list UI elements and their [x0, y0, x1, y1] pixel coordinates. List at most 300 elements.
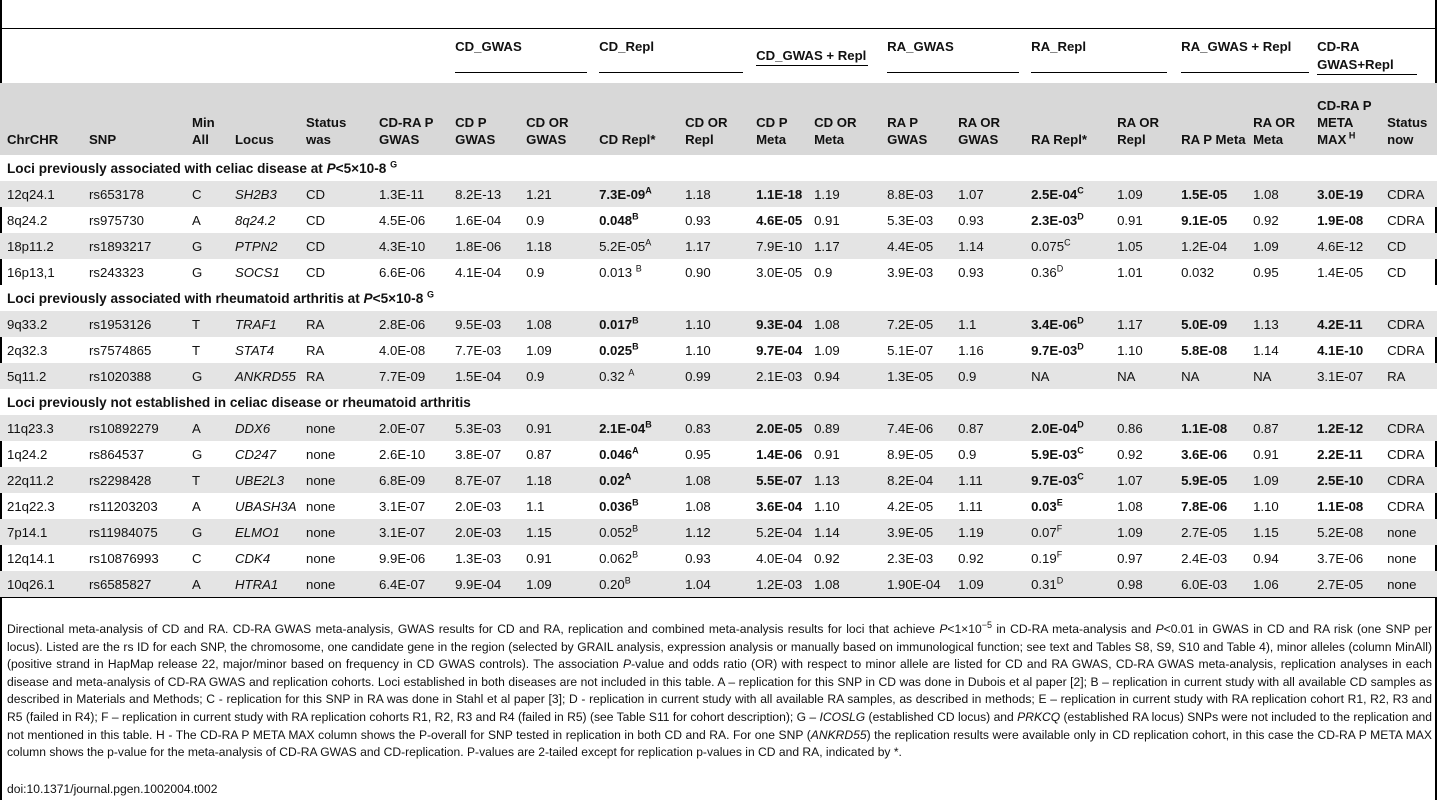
- table-cell: $2.1E-04^B$: [592, 415, 678, 441]
- table-cell: CDK4: [235, 550, 271, 566]
- table-cell: 9.9E-04: [448, 571, 519, 598]
- table-cell: 5q11.2: [0, 363, 82, 389]
- table-cell: 1.18: [678, 181, 749, 207]
- table-cell: 0.97: [1117, 550, 1143, 566]
- table-cell: none: [299, 467, 372, 493]
- column-header: RA Repl*: [1024, 83, 1110, 155]
- table-row: [0, 441, 1437, 467]
- table-cell: 1.10: [678, 311, 749, 337]
- table-cell: 1.08: [685, 498, 711, 514]
- table-cell: 1.09: [951, 571, 1024, 598]
- table-cell: PTPN2: [228, 233, 299, 259]
- table-cell: CDRA: [1380, 467, 1437, 493]
- table-cell: CDRA: [1387, 212, 1425, 228]
- table-row: [0, 545, 1437, 571]
- table-cell: $7.3E-09^A$: [592, 181, 678, 207]
- table-cell: 1.17: [678, 233, 749, 259]
- table-caption: Directional meta-analysis of CD and RA. CD-RA GWAS meta-analysis, GWAS results for CD and RA, replication and combined meta-analysis results for loci that achieve $P<1\times 10^{-5}$ in CD-RA meta-analysis and P<0.01 in GWAS in CD and RA risk (one SNP per locus). Listed are the rs ID for each SNP, the chromosome, one candidate gene in the region (selected by GRAIL analysis, expression analysis or manually based on immunological function; see text and Tables S8, S9, S10 and Table 4), minor alleles (column MinAll) (positive strand in HapMap release 22, major/minor based on frequency in CD GWAS controls). The association P-value and odds ratio (OR) with respect to minor allele are listed for CD and RA GWAS, CD-RA GWAS meta-analysis, replication analyses in each disease and meta-analysis of CD-RA GWAS and replication cohorts. Loci established in both diseases are not included in this table. A – replication for this SNP in CD was done in Dubois et al paper [2]; B – replication in current study with all available CD samples as described in Materials and Methods; C - replication for this SNP in RA was done in Stahl et al paper [3]; D - replication in current study with all available RA samples, as described in methods; E – replication in current study with RA replication cohort R1, R2, R3 and R5 (failed in R4); F – replication in current study with RA replication cohorts R1, R2, R3 and R4 (failed in R5) (see Table S11 for cohort description); G – ICOSLG (established CD locus) and PRKCQ (established RA locus) SNPs were not included to the replication and not mentioned in this table. H - The CD-RA P META MAX column shows the P-overall for SNP tested in replication in both CD and RA. For one SNP (ANKRD55) the replication results were available only in CD replication cohort, in this case the CD-RA P META MAX column shows the p-value for the meta-analysis of CD-RA GWAS and CD-replication. P-values are 2-tailed except for replication p-values in CD and RA, indicated by *.: [7, 619, 1433, 760]
- table-cell: 5.9E-05: [1174, 467, 1246, 493]
- table-cell: C: [185, 181, 228, 207]
- table-cell: 1.4E-05: [1317, 264, 1364, 280]
- table-cell: 0.9: [526, 212, 545, 228]
- table-cell: 21q22.3: [7, 498, 55, 514]
- table-cell: rs11203203: [89, 498, 158, 514]
- table-cell: G: [192, 446, 203, 462]
- table-cell: rs243323: [89, 264, 144, 280]
- table-cell: 3.1E-07: [379, 498, 426, 514]
- table-cell: 2.7E-05: [1310, 571, 1380, 598]
- table-cell: rs1020388: [82, 363, 185, 389]
- table-cell: 16p13,1: [7, 264, 55, 280]
- table-cell: 9.7E-04: [756, 342, 803, 358]
- table-cell: 1.5E-05: [1174, 181, 1246, 207]
- column-header: CD P GWAS: [448, 83, 519, 155]
- table-cell: G: [192, 264, 203, 280]
- table-cell: SH2B3: [228, 181, 299, 207]
- table-cell: 0.93: [685, 212, 711, 228]
- table-cell: 4.0E-04: [756, 550, 803, 566]
- table-cell: $0.20^B$: [592, 571, 678, 598]
- table-cell: 5.2E-04: [749, 519, 807, 545]
- table-cell: NA: [1110, 363, 1174, 389]
- table-cell: none: [299, 415, 372, 441]
- table-cell: 5.3E-03: [448, 415, 519, 441]
- table-cell: 1.1: [526, 498, 545, 514]
- table-cell: T: [185, 467, 228, 493]
- group-ra-gwas-repl: RA_GWAS + Repl: [1181, 39, 1309, 73]
- table-cell: 7p14.1: [0, 519, 82, 545]
- column-header: CD Repl*: [592, 83, 678, 155]
- table-cell: $0.046^A$: [599, 445, 639, 462]
- table-cell: 0.93: [958, 212, 984, 228]
- table-cell: CD: [299, 233, 372, 259]
- column-header: RA P Meta: [1174, 83, 1246, 155]
- table-cell: 10q26.1: [0, 571, 82, 598]
- section-title: Loci previously associated with celiac disease at P<5×10-8 $^G$: [0, 155, 1437, 181]
- table-cell: G: [185, 233, 228, 259]
- table-cell: 0.94: [807, 363, 880, 389]
- table-cell: $0.19^F$: [1031, 549, 1063, 566]
- table-cell: 5.3E-03: [887, 212, 934, 228]
- table-cell: 1.3E-05: [880, 363, 951, 389]
- table-row: [0, 571, 1437, 598]
- table-cell: 22q11.2: [0, 467, 82, 493]
- table-cell: ANKRD55: [228, 363, 299, 389]
- table-cell: 1.06: [1246, 571, 1310, 598]
- table-cell: 0.91: [526, 550, 552, 566]
- table-row: [0, 233, 1437, 259]
- table-cell: 1.13: [807, 467, 880, 493]
- table-cell: T: [185, 311, 228, 337]
- table-cell: none: [299, 571, 372, 598]
- table-cell: 4.1E-10: [1317, 342, 1364, 358]
- table-cell: 1.09: [526, 342, 552, 358]
- table-cell: 9q33.2: [0, 311, 82, 337]
- table-cell: 0.90: [685, 264, 711, 280]
- table-cell: 1.15: [1246, 519, 1310, 545]
- table-cell: 1.90E-04: [880, 571, 951, 598]
- table-body: [0, 155, 1437, 598]
- table-cell: 1.11: [951, 467, 1024, 493]
- table-cell: 0.013 $^B$: [599, 263, 642, 280]
- column-header: CD OR Repl: [678, 83, 749, 155]
- table-cell: 2.3E-03: [887, 550, 934, 566]
- table-cell: 1.1: [951, 311, 1024, 337]
- table-row: [0, 181, 1437, 207]
- table-cell: $0.075^C$: [1024, 233, 1110, 259]
- table-cell: 1.9E-08: [1317, 212, 1364, 228]
- table-cell: UBASH3A: [235, 498, 297, 514]
- table-cell: 1.10: [1117, 342, 1143, 358]
- table-cell: 1.1E-08: [1174, 415, 1246, 441]
- table-cell: 9.3E-04: [749, 311, 807, 337]
- table-cell: 2q32.3: [7, 342, 48, 358]
- table-cell: ELMO1: [228, 519, 299, 545]
- group-ra-repl: RA_Repl: [1031, 39, 1167, 73]
- table-cell: 9.9E-06: [379, 550, 426, 566]
- table-cell: 6.4E-07: [372, 571, 448, 598]
- table-cell: 0.89: [807, 415, 880, 441]
- table-cell: 1.19: [807, 181, 880, 207]
- table-row: [0, 467, 1437, 493]
- column-header: Locus: [228, 83, 299, 155]
- table-cell: 1.18: [519, 233, 592, 259]
- table-cell: 5.2E-08: [1310, 519, 1380, 545]
- table-cell: $0.052^B$: [592, 519, 678, 545]
- table-cell: 8.2E-04: [880, 467, 951, 493]
- table-cell: 7.7E-09: [372, 363, 448, 389]
- column-header: CD P Meta: [749, 83, 807, 155]
- table-cell: T: [192, 342, 201, 358]
- table-cell: rs2298428: [82, 467, 185, 493]
- table-cell: A: [185, 415, 228, 441]
- table-cell: 12q24.1: [0, 181, 82, 207]
- table-cell: 3.7E-06: [1317, 550, 1364, 566]
- table-cell: 4.6E-12: [1310, 233, 1380, 259]
- table-cell: 3.0E-05: [756, 264, 803, 280]
- table-cell: C: [192, 550, 202, 566]
- table-cell: 4.2E-11: [1310, 311, 1380, 337]
- table-cell: 8.8E-03: [880, 181, 951, 207]
- table-cell: 1.07: [951, 181, 1024, 207]
- table-cell: 0.032: [1181, 264, 1215, 280]
- table-cell: $0.36^D$: [1031, 263, 1064, 280]
- table-cell: A: [185, 571, 228, 598]
- section-title: Loci previously not established in celiac disease or rheumatoid arthritis: [0, 389, 1437, 415]
- table-cell: 0.87: [951, 415, 1024, 441]
- table-cell: 1.15: [519, 519, 592, 545]
- table-cell: CD: [306, 264, 326, 280]
- table-cell: $9.7E-03^D$: [1031, 341, 1084, 358]
- column-header-row: [0, 83, 1437, 155]
- table-cell: 0.91: [1117, 212, 1143, 228]
- table-cell: 1.18: [519, 467, 592, 493]
- column-header: RA P GWAS: [880, 83, 951, 155]
- table-cell: $2.0E-04^D$: [1024, 415, 1110, 441]
- table-cell: 1.4E-06: [756, 446, 803, 462]
- column-header: ChrCHR: [0, 83, 82, 155]
- table-cell: 2.1E-03: [749, 363, 807, 389]
- table-cell: 3.6E-04: [756, 498, 803, 514]
- table-cell: 2.0E-05: [749, 415, 807, 441]
- table-cell: $0.036^B$: [599, 497, 639, 514]
- table-cell: 4.2E-05: [887, 498, 934, 514]
- table-cell: 1.12: [678, 519, 749, 545]
- group-header-row: [0, 29, 1437, 84]
- table-row: [0, 259, 1437, 285]
- table-cell: $0.02^A$: [592, 467, 678, 493]
- table-cell: 3.9E-03: [887, 264, 934, 280]
- table-cell: 1.5E-04: [448, 363, 519, 389]
- table-cell: none: [1387, 550, 1417, 566]
- table-cell: 3.8E-07: [455, 446, 502, 462]
- table-cell: 0.91: [814, 446, 840, 462]
- table-cell: 0.91: [519, 415, 592, 441]
- table-cell: none: [1380, 519, 1437, 545]
- table-cell: 7.2E-05: [880, 311, 951, 337]
- table-cell: $0.048^B$: [599, 211, 639, 228]
- table-cell: rs7574865: [89, 342, 152, 358]
- table-cell: CD: [1387, 264, 1407, 280]
- table-cell: CDRA: [1387, 498, 1425, 514]
- table-row: [0, 415, 1437, 441]
- table-cell: $0.31^D$: [1024, 571, 1110, 598]
- table-cell: $0.03^E$: [1031, 497, 1063, 514]
- table-cell: 1.05: [1110, 233, 1174, 259]
- table-cell: 4.1E-04: [455, 264, 502, 280]
- table-cell: 9.1E-05: [1181, 212, 1228, 228]
- table-cell: none: [306, 498, 336, 514]
- table-cell: $0.062^B$: [599, 549, 639, 566]
- table-cell: RA: [1380, 363, 1437, 389]
- table-cell: none: [306, 550, 336, 566]
- table-cell: rs975730: [89, 212, 144, 228]
- section-title: Loci previously associated with rheumatoid arthritis at P<5×10-8 $^G$: [0, 285, 1437, 311]
- table-cell: CDRA: [1387, 342, 1425, 358]
- table-cell: $0.025^B$: [599, 341, 639, 358]
- table-cell: 7.8E-06: [1181, 498, 1228, 514]
- column-header: CD-RA P META MAX $^H$: [1310, 83, 1380, 155]
- table-cell: none: [1380, 571, 1437, 598]
- table-cell: 1.09: [1246, 467, 1310, 493]
- results-table: [0, 28, 1437, 598]
- table-cell: 0.92: [958, 550, 984, 566]
- table-cell: 1.08: [1246, 181, 1310, 207]
- table-cell: NA: [1246, 363, 1310, 389]
- table-cell: 5.5E-07: [749, 467, 807, 493]
- table-cell: 0.32 $^A$: [592, 363, 678, 389]
- table-cell: 2.4E-03: [1181, 550, 1228, 566]
- table-cell: 7.7E-03: [455, 342, 502, 358]
- table-cell: 2.0E-03: [448, 519, 519, 545]
- table-cell: 1.2E-12: [1310, 415, 1380, 441]
- table-cell: 1.14: [951, 233, 1024, 259]
- table-cell: CDRA: [1380, 181, 1437, 207]
- table-cell: 0.9: [519, 363, 592, 389]
- table-cell: 2.7E-05: [1174, 519, 1246, 545]
- table-cell: 1.04: [678, 571, 749, 598]
- table-cell: rs10876993: [89, 550, 159, 566]
- table-cell: $3.4E-06^D$: [1024, 311, 1110, 337]
- table-cell: 7.9E-10: [749, 233, 807, 259]
- table-cell: 4.4E-05: [880, 233, 951, 259]
- table-cell: 8q24.2: [7, 212, 48, 228]
- table-cell: 5.8E-08: [1181, 342, 1228, 358]
- column-header: CD OR GWAS: [519, 83, 592, 155]
- group-cd-repl: CD_Repl: [599, 39, 743, 73]
- table-cell: 4.3E-10: [372, 233, 448, 259]
- table-cell: 0.9: [951, 363, 1024, 389]
- table-cell: 1.3E-11: [372, 181, 448, 207]
- table-cell: RA: [306, 342, 325, 358]
- table-cell: 1.11: [958, 498, 983, 514]
- section-header: [0, 155, 1437, 181]
- table-cell: 1.1E-18: [749, 181, 807, 207]
- table-cell: rs10892279: [82, 415, 185, 441]
- table-cell: 1.09: [1246, 233, 1310, 259]
- table-cell: 1.10: [685, 342, 711, 358]
- table-cell: $2.5E-04^C$: [1024, 181, 1110, 207]
- table-cell: RA: [299, 363, 372, 389]
- table-cell: 1.2E-04: [1174, 233, 1246, 259]
- section-header: [0, 285, 1437, 311]
- column-header: RA OR GWAS: [951, 83, 1024, 155]
- table-cell: SOCS1: [235, 264, 280, 280]
- table-cell: 0.87: [1246, 415, 1310, 441]
- table-cell: CD: [299, 181, 372, 207]
- table-cell: $0.07^F$: [1024, 519, 1110, 545]
- table-cell: 0.95: [685, 446, 711, 462]
- table-cell: 1q24.2: [7, 446, 48, 462]
- table-cell: DDX6: [228, 415, 299, 441]
- table-cell: 1.09: [1110, 181, 1174, 207]
- table-cell: rs653178: [82, 181, 185, 207]
- table-cell: rs1893217: [82, 233, 185, 259]
- table-cell: STAT4: [235, 342, 275, 358]
- table-cell: 3.0E-19: [1310, 181, 1380, 207]
- table-cell: 6.6E-06: [379, 264, 426, 280]
- table-cell: 1.16: [958, 342, 984, 358]
- column-header: Status now: [1380, 83, 1437, 155]
- table-cell: 0.99: [678, 363, 749, 389]
- table-cell: 8.7E-07: [448, 467, 519, 493]
- table-cell: 0.92: [1117, 446, 1143, 462]
- table-cell: 0.86: [1110, 415, 1174, 441]
- column-header: CD OR Meta: [807, 83, 880, 155]
- table-cell: 4.6E-05: [756, 212, 803, 228]
- table-cell: 1.09: [519, 571, 592, 598]
- doi: doi:10.1371/journal.pgen.1002004.t002: [7, 782, 218, 796]
- table-cell: 1.19: [951, 519, 1024, 545]
- table-cell: 6.0E-03: [1174, 571, 1246, 598]
- table-cell: NA: [1024, 363, 1110, 389]
- table-cell: 3.1E-07: [372, 519, 448, 545]
- table-cell: 18p11.2: [0, 233, 82, 259]
- table-row: [0, 519, 1437, 545]
- group-cdra-gwas-repl: CD-RA GWAS+Repl: [1317, 38, 1417, 75]
- table-cell: 4.0E-08: [379, 342, 426, 358]
- table-cell: 3.9E-05: [880, 519, 951, 545]
- table-cell: $5.2E-05^A$: [592, 233, 678, 259]
- table-cell: TRAF1: [228, 311, 299, 337]
- table-cell: $2.3E-03^D$: [1031, 211, 1084, 228]
- table-cell: 0.9: [526, 264, 545, 280]
- table-cell: 2.8E-06: [372, 311, 448, 337]
- table-cell: 11q23.3: [0, 415, 82, 441]
- table-cell: 1.08: [1117, 498, 1143, 514]
- table-cell: 5.1E-07: [887, 342, 934, 358]
- table-cell: CDRA: [1387, 446, 1425, 462]
- table-cell: $5.9E-03^C$: [1031, 445, 1084, 462]
- table-cell: 0.93: [958, 264, 984, 280]
- table-cell: 12q14.1: [7, 550, 55, 566]
- table-cell: 6.8E-09: [372, 467, 448, 493]
- group-ra-gwas: RA_GWAS: [887, 39, 1019, 73]
- group-cd-gwas: CD_GWAS: [455, 39, 587, 73]
- table-cell: 1.13: [1246, 311, 1310, 337]
- table-cell: CDRA: [1380, 311, 1437, 337]
- table-cell: 0.95: [1253, 264, 1279, 280]
- section-header: [0, 389, 1437, 415]
- table-cell: G: [185, 519, 228, 545]
- table-cell: 1.17: [1110, 311, 1174, 337]
- table-cell: 1.1E-08: [1317, 498, 1364, 514]
- table-cell: $0.017^B$: [592, 311, 678, 337]
- table-cell: 8.9E-05: [887, 446, 934, 462]
- table-cell: CD247: [235, 446, 277, 462]
- table-cell: 2.6E-10: [379, 446, 426, 462]
- table-cell: 0.93: [685, 550, 711, 566]
- table-cell: HTRA1: [228, 571, 299, 598]
- column-header: CD-RA P GWAS: [372, 83, 448, 155]
- table-cell: 1.08: [807, 571, 880, 598]
- table-row: [0, 363, 1437, 389]
- table-cell: 1.6E-04: [455, 212, 502, 228]
- table-cell: 9.5E-03: [448, 311, 519, 337]
- table-cell: 8q24.2: [235, 212, 276, 228]
- table-cell: 3.1E-07: [1310, 363, 1380, 389]
- table-cell: rs11984075: [82, 519, 185, 545]
- table-cell: 0.9: [958, 446, 977, 462]
- table-cell: 3.6E-06: [1181, 446, 1228, 462]
- table-cell: 1.14: [1253, 342, 1279, 358]
- table-cell: 1.14: [807, 519, 880, 545]
- table-cell: 0.91: [814, 212, 840, 228]
- table-cell: rs1953126: [82, 311, 185, 337]
- table-cell: 0.9: [814, 264, 833, 280]
- table-cell: 5.0E-09: [1174, 311, 1246, 337]
- table-cell: NA: [1174, 363, 1246, 389]
- table-cell: A: [192, 212, 201, 228]
- table-cell: 4.5E-06: [379, 212, 426, 228]
- table-cell: 1.08: [519, 311, 592, 337]
- table-cell: 1.21: [519, 181, 592, 207]
- table-cell: 1.07: [1110, 467, 1174, 493]
- table-cell: none: [299, 519, 372, 545]
- table-cell: CD: [1380, 233, 1437, 259]
- table-cell: G: [185, 363, 228, 389]
- table-cell: 1.01: [1117, 264, 1143, 280]
- table-cell: RA: [299, 311, 372, 337]
- column-header: SNP: [82, 83, 185, 155]
- table-cell: rs864537: [89, 446, 144, 462]
- table-cell: CD: [306, 212, 326, 228]
- column-header: RA OR Repl: [1110, 83, 1174, 155]
- table-cell: 1.2E-03: [749, 571, 807, 598]
- table-cell: 1.08: [678, 467, 749, 493]
- table-row: [0, 207, 1437, 233]
- table-row: [0, 337, 1437, 363]
